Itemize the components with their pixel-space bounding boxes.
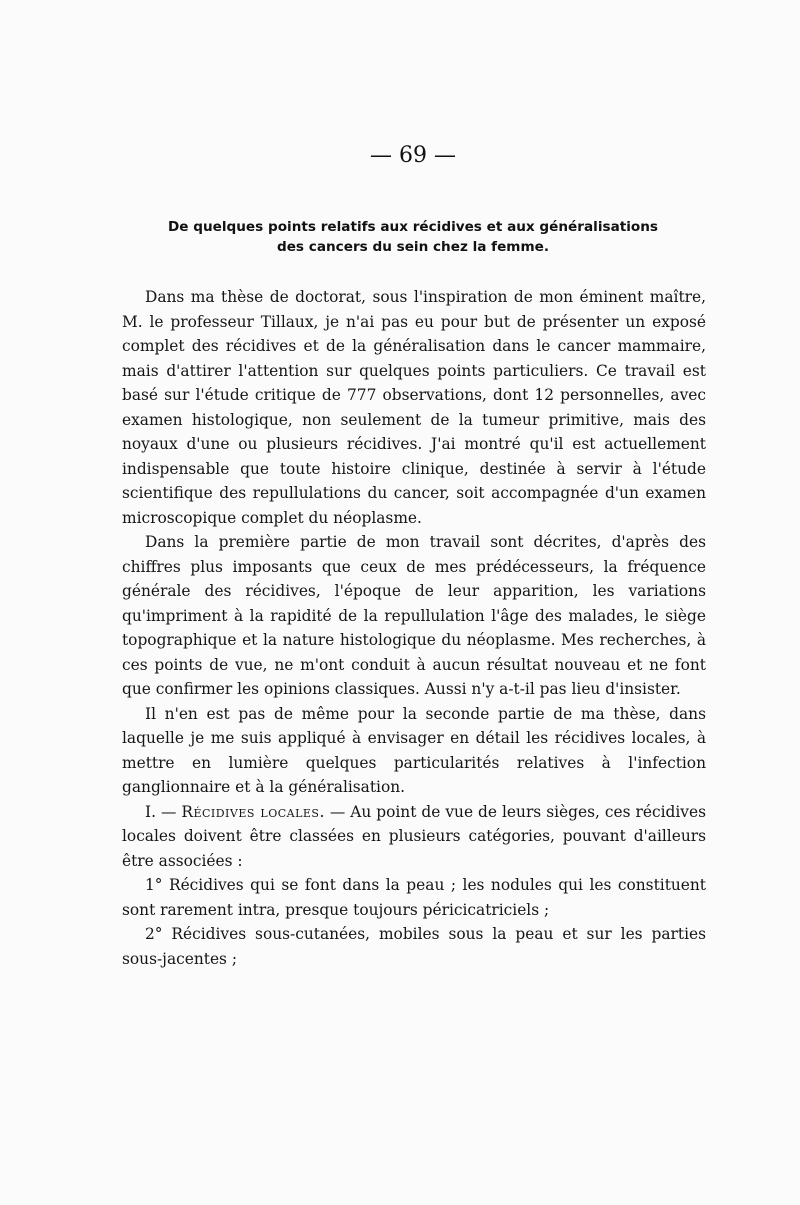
section-number: I. —	[145, 802, 182, 821]
list-item-1: 1° Récidives qui se font dans la peau ; les nodules qui les constituent sont rarement intra, presque toujours péricicatriciels ;	[122, 876, 706, 919]
section-paragraph	[122, 800, 706, 874]
paragraph-1: Dans ma thèse de doctorat, sous l'inspiration de mon éminent maître, M. le professeur Tillaux, je n'ai pas eu pour but de présenter un exposé complet des récidives et de la généralisation dans le cancer mammaire, mais d'attirer l'attention sur quelques points particuliers. Ce travail est basé sur l'étude critique de 777 observations, dont 12 personnelles, avec examen histologique, non seulement de la tumeur primitive, mais des noyaux d'une ou plusieurs récidives. J'ai montré qu'il est actuellement indispensable que toute histoire clinique, destinée à servir à l'étude scientifique des repullulations du cancer, soit accompagnée d'un examen microscopique complet du néoplasme.	[122, 288, 706, 527]
page-number: — 69 —	[370, 143, 456, 168]
paragraph-3: Il n'en est pas de même pour la seconde partie de ma thèse, dans laquelle je me suis appliqué à envisager en détail les récidives locales, à mettre en lumière quelques particularités relatives à l'infection ganglionnaire et à la généralisation.	[122, 704, 706, 796]
heading-line-2: des cancers du sein chez la femme.	[276, 239, 550, 255]
section-text: — Au point de vue de leurs sièges, ces récidives locales doivent être classées en plusieurs catégories, pouvant d'ailleurs être associées :	[122, 802, 706, 870]
paragraph-2: Dans la première partie de mon travail sont décrites, d'après des chiffres plus imposants que ceux de mes prédécesseurs, la fréquence générale des récidives, l'époque de leur apparition, les variations qu'impriment à la rapidité de la repullulation l'âge des malades, le siège topographique et la nature histologique du néoplasme. Mes recherches, à ces points de vue, ne m'ont conduit à aucun résultat nouveau et ne font que confirmer les opinions classiques. Aussi n'y a-t-il pas lieu d'insister.	[122, 533, 706, 698]
body-text	[122, 285, 706, 971]
section-title: Récidives locales.	[181, 802, 325, 821]
article-heading	[110, 217, 716, 257]
list-item-2: 2° Récidives sous-cutanées, mobiles sous la peau et sur les parties sous-jacentes ;	[122, 925, 706, 968]
heading-line-1: De quelques points relatifs aux récidives et aux généralisations	[167, 219, 659, 235]
